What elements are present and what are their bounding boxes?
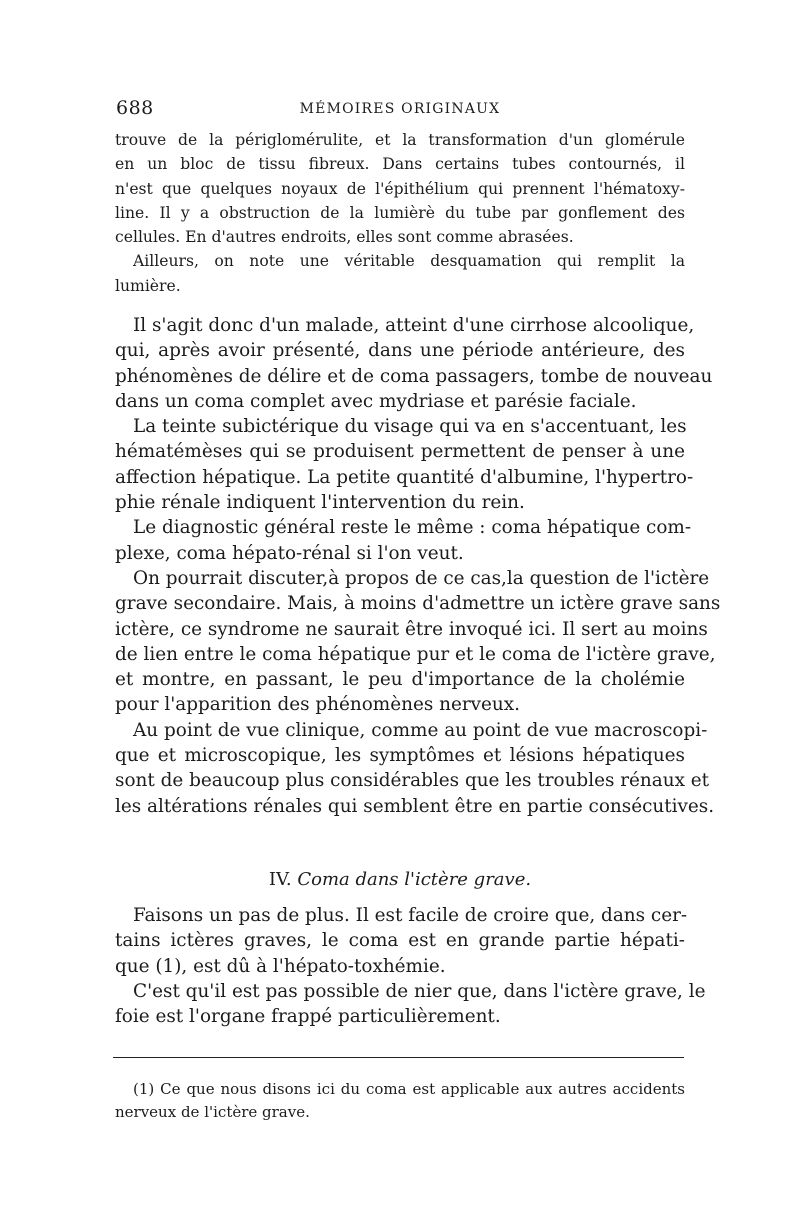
text-line: n'est que quelques noyaux de l'épithélium qui prennent l'hématoxy- — [115, 179, 685, 198]
text-line: trouve de la périglomérulite, et la transformation d'un glomérule — [115, 131, 685, 149]
text-line: qui, après avoir présenté, dans une période antérieure, des — [115, 340, 685, 362]
footnote-line: nerveux de l'ictère grave. — [115, 1102, 310, 1121]
text-line: line. Il y a obstruction de la lumièrè du tube par gonflement des — [115, 203, 685, 222]
text-line: et montre, en passant, le peu d'importance de la cholémie — [115, 669, 685, 691]
footnote-line: (1) Ce que nous disons ici du coma est applicable aux autres accidents — [133, 1080, 685, 1098]
paragraph — [115, 566, 721, 718]
paragraph — [115, 128, 685, 249]
discussion-text-block — [115, 313, 721, 819]
text-line: Faisons un pas de plus. Il est facile de croire que, dans cer- — [133, 905, 688, 926]
paragraph — [115, 979, 706, 1030]
text-line: Au point de vue clinique, comme au point de vue macroscopi- — [133, 719, 708, 741]
continued-text-block — [115, 128, 685, 298]
text-line: sont de beaucoup plus considérables que les troubles rénaux et — [115, 770, 710, 792]
paragraph — [115, 718, 715, 819]
text-line: pour l'apparition des phénomènes nerveux. — [115, 694, 520, 716]
footnote-divider — [113, 1057, 684, 1058]
text-line: cellules. En d'autres endroits, elles sont comme abrasées. — [115, 228, 574, 247]
page-number: 688 — [116, 97, 154, 119]
section-title: Coma dans l'ictère grave. — [297, 869, 532, 890]
text-line: plexe, coma hépato-rénal si l'on veut. — [115, 542, 464, 564]
text-line: de lien entre le coma hépatique pur et le coma de l'ictère grave, — [115, 643, 716, 665]
text-line: La teinte subictérique du visage qui va en s'accentuant, les — [133, 416, 687, 438]
text-line: dans un coma complet avec mydriase et parésie faciale. — [115, 390, 637, 412]
text-line: ictère, ce syndrome ne saurait être invoqué ici. Il sert au moins — [115, 618, 708, 640]
text-line: en un bloc de tissu fibreux. Dans certains tubes contournés, il — [115, 155, 685, 174]
running-title: MÉMOIRES ORIGINAUX — [299, 101, 501, 117]
paragraph — [115, 249, 685, 298]
text-line: tains ictères graves, le coma est en grande partie hépati- — [115, 930, 685, 952]
page-header — [116, 97, 684, 121]
text-line: phénomènes de délire et de coma passagers, tombe de nouveau — [115, 365, 713, 387]
text-line: Le diagnostic général reste le même : coma hépatique com- — [133, 517, 692, 539]
text-line: Ailleurs, on note une véritable desquamation qui remplit la — [133, 252, 685, 271]
text-line: que (1), est dû à l'hépato-toxhémie. — [115, 955, 446, 977]
paragraph — [115, 515, 692, 566]
text-line: C'est qu'il est pas possible de nier que, dans l'ictère grave, le — [133, 980, 706, 1002]
paragraph — [115, 313, 713, 414]
section-text-block — [115, 903, 706, 1029]
text-line: les altérations rénales qui semblent être en partie consécutives. — [115, 795, 715, 817]
section-numeral: IV. — [268, 869, 292, 890]
paragraph — [115, 414, 694, 515]
text-line: lumière. — [115, 276, 181, 295]
paragraph — [115, 903, 688, 979]
text-line: phie rénale indiquent l'intervention du rein. — [115, 492, 525, 514]
footnote — [115, 1078, 685, 1123]
text-line: Il s'agit donc d'un malade, atteint d'une cirrhose alcoolique, — [133, 315, 695, 336]
text-line: affection hépatique. La petite quantité d'albumine, l'hypertro- — [115, 466, 694, 488]
text-line: que et microscopique, les symptômes et lésions hépatiques — [115, 745, 685, 767]
text-line: On pourrait discuter,à propos de ce cas,la question de l'ictère — [133, 567, 710, 589]
text-line: hématémèses qui se produisent permettent de penser à une — [115, 441, 685, 463]
section-heading — [115, 869, 685, 890]
text-line: foie est l'organe frappé particulièrement. — [115, 1006, 501, 1028]
text-line: grave secondaire. Mais, à moins d'admettre un ictère grave sans — [115, 593, 721, 615]
